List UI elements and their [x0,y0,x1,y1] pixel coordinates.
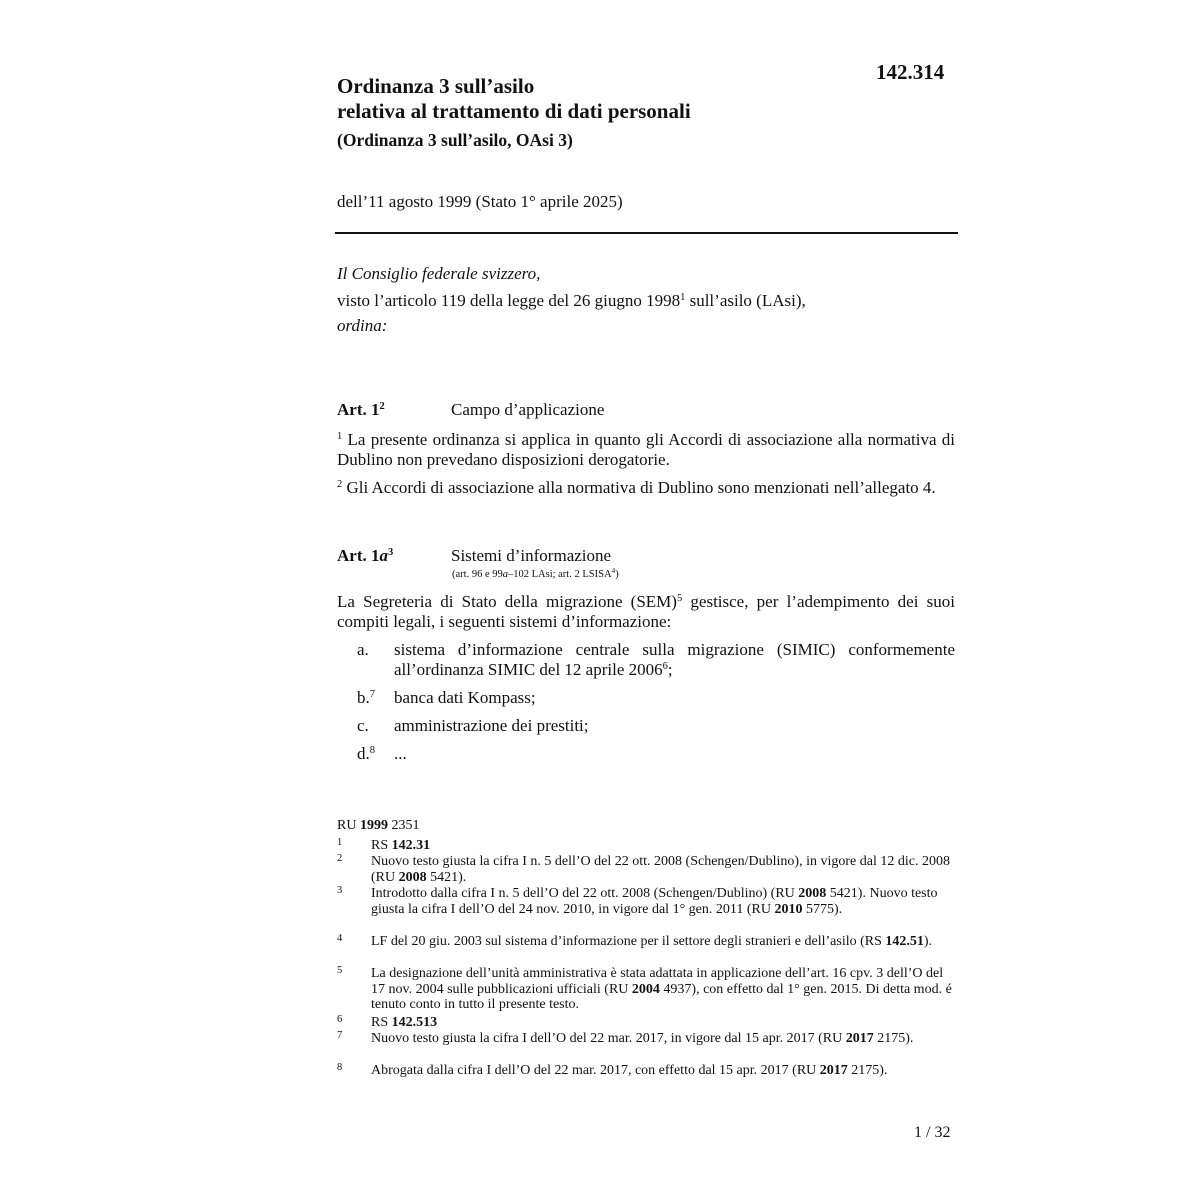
footnote-text: RS 142.31 [371,838,431,853]
article-number: Art. $1a^3$ [337,546,394,565]
sr-number: 142.314 [876,60,945,84]
list-item [357,640,955,682]
list-item-text: amministrazione dei prestiti; [394,716,589,735]
footnote-number: 3 [337,885,343,896]
document-subtitle: (Ordinanza 3 sull’asilo, OAsi 3) [337,130,573,150]
footnote-ref[interactable]: 6 [662,661,668,672]
footnote-ref[interactable]: 1 [680,292,686,303]
date-line: dell’11 agosto 1999 (Stato 1° aprile 2025) [337,192,623,211]
official-compilation-reference: RU 1999 2351 [337,818,420,833]
list-item-label: d.$^8$ [357,744,375,763]
footnote-text: Abrogata dalla cifra I dell’O del 22 mar. 2017, con effetto dal 15 apr. 2017 (RU 2017 2175). [371,1063,888,1078]
article-1-paragraph-1: $^1$ La presente ordinanza si applica in quanto gli Accordi di associazione alla normativa di Dublino non prevedano disposizioni derogatorie. [337,430,955,469]
title-line-1: Ordinanza 3 sull’asilo [337,74,535,98]
article-1-paragraph-2: $^2$ Gli Accordi di associazione alla normativa di Dublino sono menzionati nell’allegato 4. [337,478,936,497]
footnote [337,838,957,854]
article-1a-intro: La Segreteria di Stato della migrazione (SEM)$^5$ gestisce, per l’adempimento dei suoi compiti legali, i seguenti sistemi d’informazione: [337,592,955,631]
list-item [357,744,955,766]
footnote-ref[interactable]: 2 [379,401,385,412]
footnote [337,854,957,886]
list-item-text: banca dati Kompass; [394,688,536,707]
article-title: Campo d’applicazione [451,400,605,419]
article-number: Art. $1^2$ [337,400,385,419]
footnote-text: Introdotto dalla cifra I n. 5 dell’O del 22 ott. 2008 (Schengen/Dublino) (RU 2008 5421). Nuovo testo giusta la cifra I dell’O del 24 nov. 2010, in vigore dal 1° gen. 2011 (RU 2010 5775). [371,886,938,917]
footnote [337,886,957,934]
footnote-text: RS 142.513 [371,1015,438,1030]
article-1-heading [337,400,604,420]
footnote-text: Nuovo testo giusta la cifra I n. 5 dell’O del 22 ott. 2008 (Schengen/Dublino), in vigore dal 12 dic. 2008 (RU 2008 5421). [371,854,950,885]
footnote [337,1015,957,1031]
footnote-text: LF del 20 giu. 2003 sul sistema d’informazione per il settore degli stranieri e dell’asilo (RS 142.51). [371,934,933,949]
article-1a-legal-reference: (art. 96 e 99a–102 LAsi; art. 2 LSISA$^4$) [452,566,619,580]
footnote-ref[interactable]: 5 [676,593,683,604]
article-1a-heading [337,546,611,566]
article-title: Sistemi d’informazione [451,546,612,565]
list-item [357,716,955,738]
header-divider [335,232,958,234]
footnote [337,1031,957,1063]
footnote-ref[interactable]: 3 [387,547,394,558]
footnote [337,966,957,1014]
preamble-authority: Il Consiglio federale svizzero, [337,264,541,283]
footnote-ref[interactable]: 8 [369,745,375,756]
footnote [337,934,957,966]
list-item-label: b.$^7$ [357,688,375,707]
footnote-number: 4 [337,933,343,944]
footnote-number: 6 [337,1014,343,1025]
footnote-text: Nuovo testo giusta la cifra I dell’O del 22 mar. 2017, in vigore dal 15 apr. 2017 (RU 2017 2175). [371,1031,914,1046]
title-line-2: relativa al trattamento di dati personali [337,99,691,123]
footnote-number: 7 [337,1030,343,1041]
footnote-number: 2 [337,853,343,864]
footnote-ref[interactable]: 7 [369,689,375,700]
list-item-text: sistema d’informazione centrale sulla migrazione (SIMIC) conformemente all’ordinanza SIMIC del 12 aprile 2006$^6$; [394,640,955,679]
list-item-text: ... [394,744,407,763]
document-title [337,74,857,124]
page-number: 1 / 32 [914,1124,951,1141]
footnote [337,1063,957,1095]
footnote-ref[interactable]: 4 [611,566,616,575]
list-item-label: c. [357,716,369,735]
list-item [357,688,955,710]
footnote-number: 1 [337,837,343,848]
footnote-number: 8 [337,1062,343,1073]
footnote-text: La designazione dell’unità amministrativa è stata adattata in applicazione dell’art. 16 cpv. 3 dell’O del 17 nov. 2004 sulle pubblicazioni ufficiali (RU 2004 4937), con effetto dal 1° gen. 2015. Di detta mod. é tenuto conto in tutto il presente testo. [371,966,952,1012]
preamble-decree: ordina: [337,316,388,335]
list-item-label: a. [357,640,369,659]
preamble-basis: visto l’articolo 119 della legge del 26 giugno 1998$^1$ sull’asilo (LAsi), [337,291,806,310]
footnote-number: 5 [337,965,343,976]
